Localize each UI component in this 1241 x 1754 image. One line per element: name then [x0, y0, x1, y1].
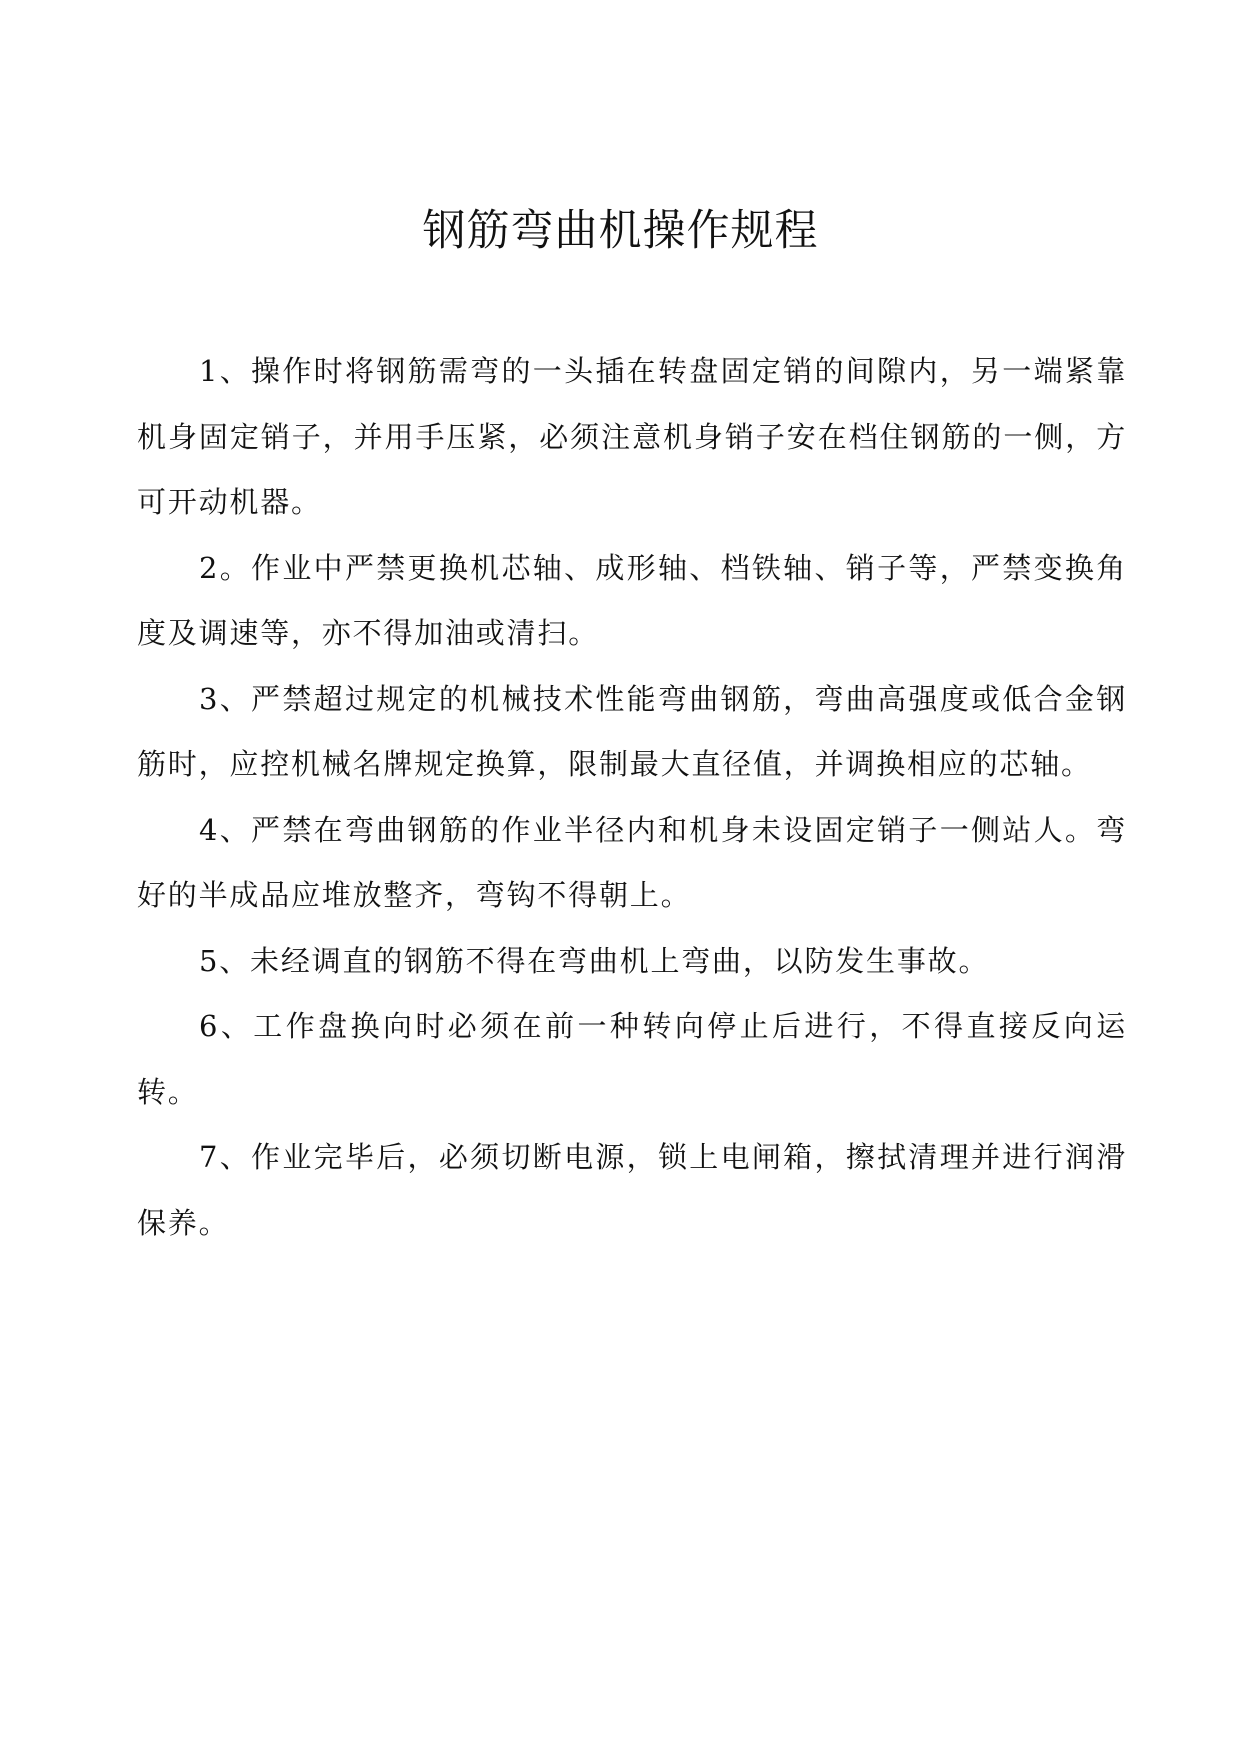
- paragraph-7: 7、作业完毕后，必须切断电源，锁上电闸箱，擦拭清理并进行润滑保养。: [137, 1140, 1127, 1240]
- paragraph-1: 1、操作时将钢筋需弯的一头插在转盘固定销的间隙内，另一端紧靠机身固定销子，并用手压紧，必须注意机身销子安在档住钢筋的一侧，方可开动机器。: [137, 354, 1127, 519]
- paragraph-3: 3、严禁超过规定的机械技术性能弯曲钢筋，弯曲高强度或低合金钢筋时，应控机械名牌规定换算，限制最大直径值，并调换相应的芯轴。: [137, 681, 1127, 781]
- document-body: [137, 339, 1127, 1256]
- paragraph-4: 4、严禁在弯曲钢筋的作业半径内和机身未设固定销子一侧站人。弯好的半成品应堆放整齐，弯钩不得朝上。: [137, 812, 1127, 912]
- document-title: 钢筋弯曲机操作规程: [422, 206, 819, 256]
- paragraph-5: 5、未经调直的钢筋不得在弯曲机上弯曲，以防发生事故。: [199, 943, 990, 978]
- paragraph-2: 2。作业中严禁更换机芯轴、成形轴、档铁轴、销子等，严禁变换角度及调速等，亦不得加油或清扫。: [137, 550, 1127, 650]
- paragraph-6: 6、工作盘换向时必须在前一种转向停止后进行，不得直接反向运转。: [137, 1009, 1127, 1109]
